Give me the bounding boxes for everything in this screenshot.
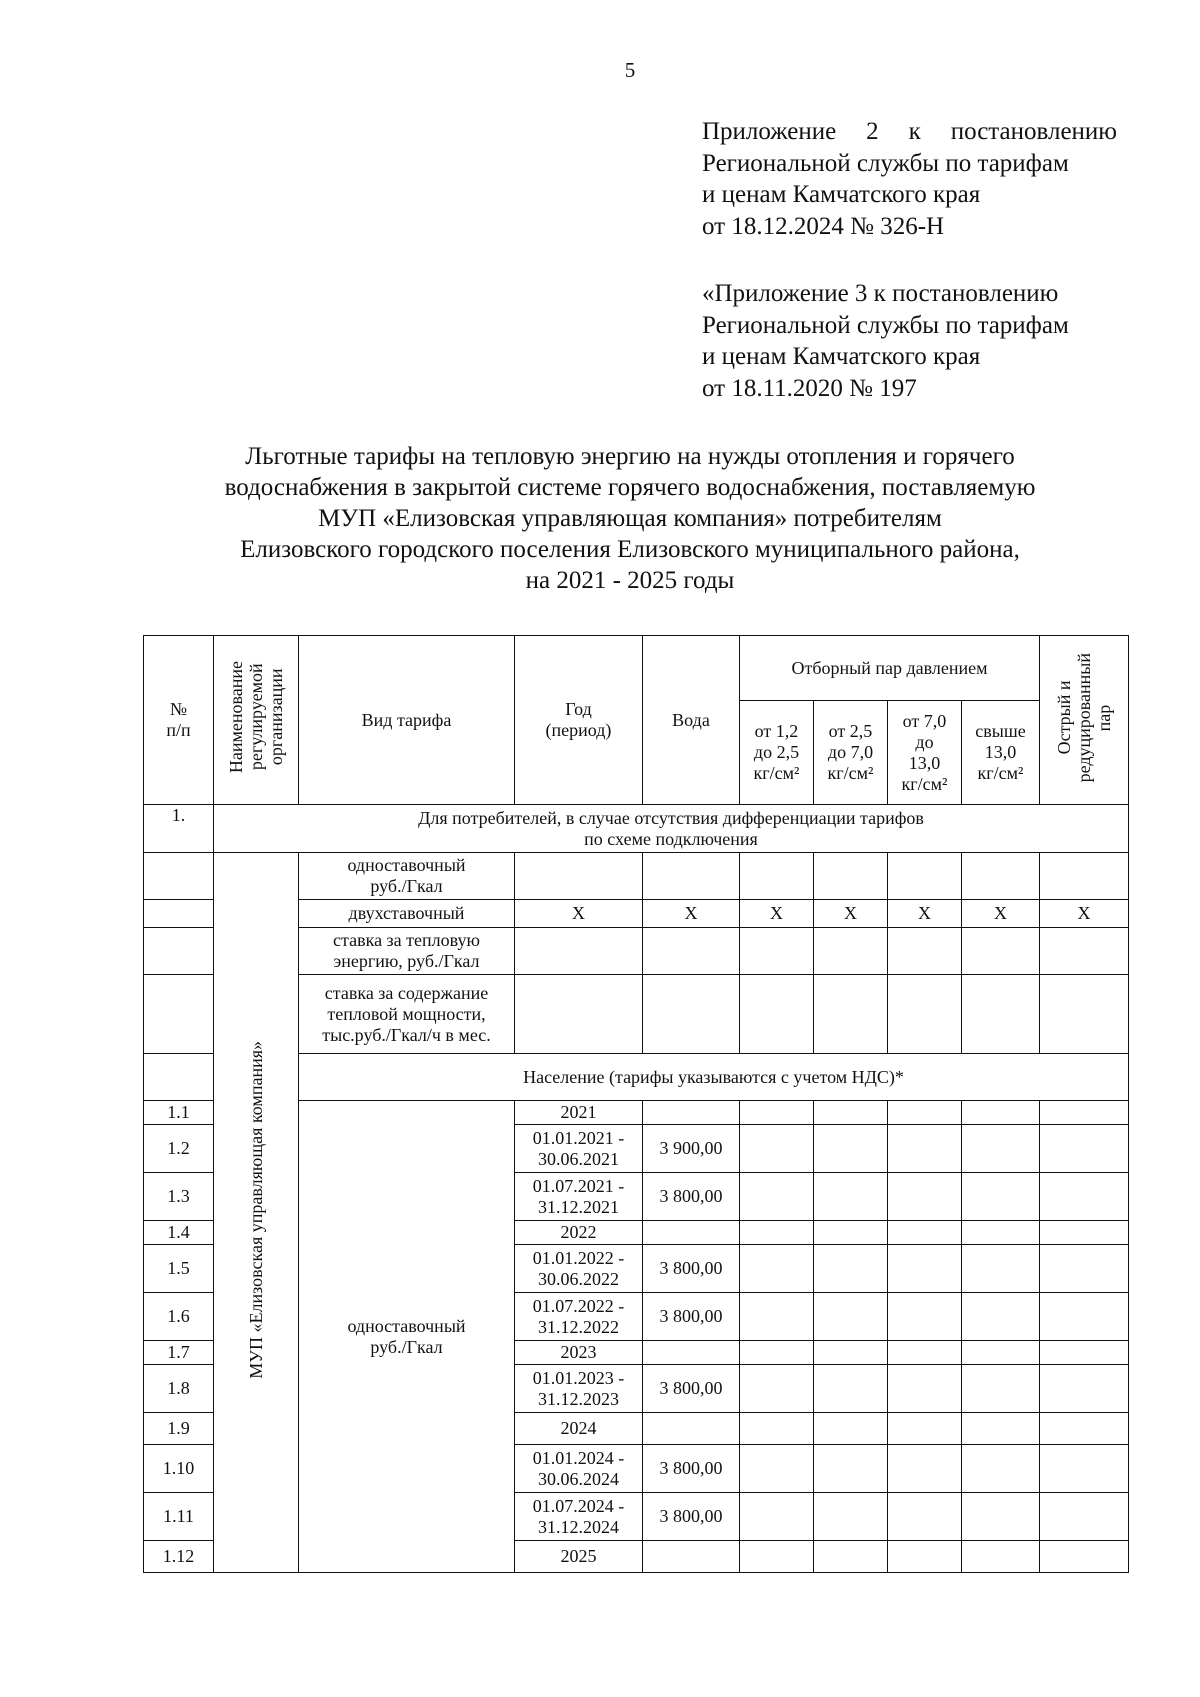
row-num: 1.3 — [144, 1173, 214, 1221]
row-period: 2023 — [515, 1341, 643, 1365]
header-sharp-steam: Острый и редуцированный пар — [1040, 636, 1129, 805]
row-water: 3 800,00 — [643, 1445, 740, 1493]
row-num: 1.2 — [144, 1125, 214, 1173]
org-name: МУП «Елизовская управляющая компания» — [246, 1041, 266, 1379]
x-mark: Х — [888, 900, 962, 928]
row-period: 01.01.2022 - 30.06.2022 — [515, 1245, 643, 1293]
header-org: Наименование регулируемой организации — [214, 636, 299, 805]
header-num: № п/п — [144, 636, 214, 805]
row-water: 3 800,00 — [643, 1365, 740, 1413]
table-row — [144, 853, 1129, 900]
title-line: водоснабжения в закрытой системе горячего водоснабжения, поставляемую — [224, 474, 1036, 501]
header-steam-4: свыше 13,0 кг/см² — [962, 701, 1040, 805]
x-mark: Х — [515, 900, 643, 928]
header-year: Год (период) — [515, 636, 643, 805]
title-line: Елизовского городского поселения Елизовского муниципального района, — [240, 536, 1020, 563]
row-num: 1.6 — [144, 1293, 214, 1341]
x-mark: Х — [740, 900, 814, 928]
row-num: 1.11 — [144, 1493, 214, 1541]
tariff-table — [143, 635, 1129, 1573]
row-period: 2021 — [515, 1101, 643, 1125]
row-num: 1.9 — [144, 1413, 214, 1445]
row-period: 01.01.2023 - 31.12.2023 — [515, 1365, 643, 1413]
x-mark: Х — [1040, 900, 1129, 928]
row-water — [643, 1541, 740, 1573]
page-number: 5 — [624, 58, 636, 82]
section-title: Для потребителей, в случае отсутствия дифференциации тарифов по схеме подключения — [214, 805, 1129, 853]
header-water: Вода — [643, 636, 740, 805]
row-num: 1.10 — [144, 1445, 214, 1493]
annex-line: и ценам Камчатского края — [702, 343, 981, 370]
annex-line — [702, 116, 1117, 148]
annex-word: к — [908, 118, 921, 145]
header-steam-group: Отборный пар давлением — [740, 636, 1040, 701]
header-row-top — [144, 636, 1129, 701]
tariff-capacity-rate: ставка за содержание тепловой мощности, тыс.руб./Гкал/ч в мес. — [299, 975, 515, 1054]
annex-reference-original — [702, 278, 1117, 404]
x-mark: Х — [814, 900, 888, 928]
tariff-one-rate: одноставочный руб./Гкал — [299, 853, 515, 900]
title-line: МУП «Елизовская управляющая компания» потребителям — [318, 505, 942, 532]
annex-line: Региональной службы по тарифам — [702, 311, 1069, 339]
annex-line: «Приложение 3 к постановлению — [702, 280, 1059, 307]
row-num: 1.7 — [144, 1341, 214, 1365]
population-tariff: одноставочный руб./Гкал — [299, 1101, 515, 1573]
row-water: 3 800,00 — [643, 1173, 740, 1221]
document-title — [140, 441, 1120, 596]
row-water — [643, 1413, 740, 1445]
annex-word: Приложение — [702, 118, 837, 145]
header-steam-1: от 1,2 до 2,5 кг/см² — [740, 701, 814, 805]
row-water: 3 800,00 — [643, 1293, 740, 1341]
section-num: 1. — [144, 805, 214, 853]
annex-reference-current — [702, 116, 1117, 242]
annex-word: постановлению — [950, 118, 1117, 145]
row-water: 3 800,00 — [643, 1245, 740, 1293]
row-period: 01.07.2021 - 31.12.2021 — [515, 1173, 643, 1221]
tariff-two-rate: двухставочный — [299, 900, 515, 928]
row-num: 1.12 — [144, 1541, 214, 1573]
row-water: 3 800,00 — [643, 1493, 740, 1541]
title-line: на 2021 - 2025 годы — [525, 567, 735, 594]
tariff-heat-rate: ставка за тепловую энергию, руб./Гкал — [299, 928, 515, 975]
annex-line: и ценам Камчатского края — [702, 181, 981, 208]
x-mark: Х — [962, 900, 1040, 928]
row-num: 1.8 — [144, 1365, 214, 1413]
row-water — [643, 1101, 740, 1125]
header-tariff-type: Вид тарифа — [299, 636, 515, 805]
annex-line: от 18.11.2020 № 197 — [702, 374, 917, 402]
row-period: 2025 — [515, 1541, 643, 1573]
row-water: 3 900,00 — [643, 1125, 740, 1173]
annex-word: 2 — [866, 118, 879, 145]
annex-line: от 18.12.2024 № 326-Н — [702, 212, 945, 240]
annex-line: Региональной службы по тарифам — [702, 149, 1069, 177]
row-water — [643, 1221, 740, 1245]
x-mark: Х — [643, 900, 740, 928]
row-period: 2024 — [515, 1413, 643, 1445]
row-period: 2022 — [515, 1221, 643, 1245]
title-line: Льготные тарифы на тепловую энергию на нужды отопления и горячего — [245, 443, 1015, 470]
row-period: 01.07.2022 - 31.12.2022 — [515, 1293, 643, 1341]
section-row — [144, 805, 1129, 853]
header-steam-3: от 7,0 до 13,0 кг/см² — [888, 701, 962, 805]
row-num: 1.5 — [144, 1245, 214, 1293]
org-name-cell — [214, 853, 299, 1573]
row-num: 1.1 — [144, 1101, 214, 1125]
row-num: 1.4 — [144, 1221, 214, 1245]
row-period: 01.01.2021 - 30.06.2021 — [515, 1125, 643, 1173]
population-title: Население (тарифы указываются с учетом НДС)* — [299, 1054, 1129, 1101]
header-steam-2: от 2,5 до 7,0 кг/см² — [814, 701, 888, 805]
row-period: 01.07.2024 - 31.12.2024 — [515, 1493, 643, 1541]
row-period: 01.01.2024 - 30.06.2024 — [515, 1445, 643, 1493]
row-water — [643, 1341, 740, 1365]
